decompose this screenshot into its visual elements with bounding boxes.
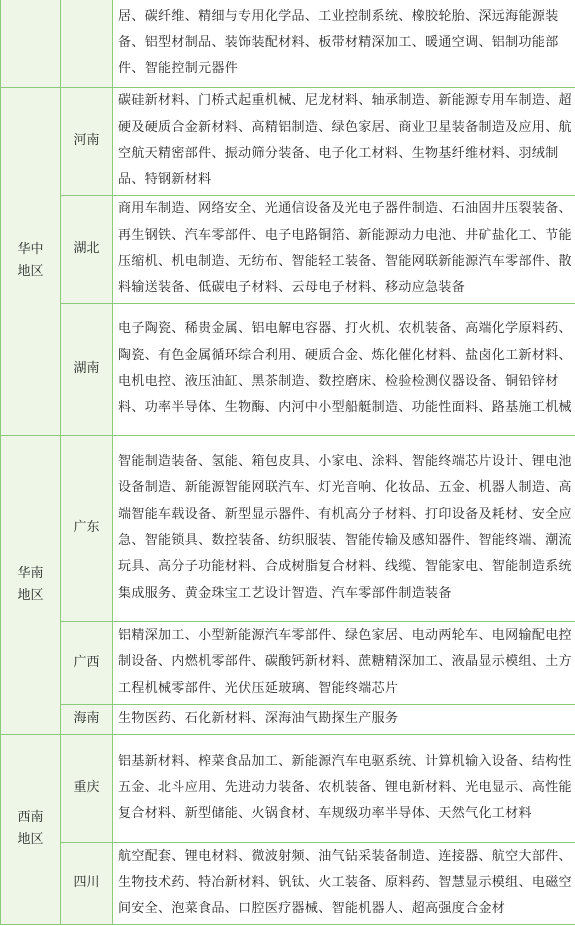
province-cell-chongqing: 重庆 xyxy=(61,734,113,842)
industries-cell: 碳硅新材料、门桥式起重机械、尼龙材料、轴承制造、新能源专用车制造、超硬及硬质合金新材料、高精铝制造、绿色家居、商业卫星装备制造及应用、航空航天精密部件、振动筛分装备、电子化工材料、生物基纤维材料、羽绒制品、特钢新材料 xyxy=(113,87,575,195)
table-row xyxy=(1,734,575,842)
table-row xyxy=(1,842,575,924)
table-row xyxy=(1,435,575,621)
table-row xyxy=(1,303,575,435)
table-row xyxy=(1,704,575,734)
table-row xyxy=(1,195,575,303)
province-cell-hubei: 湖北 xyxy=(61,195,113,303)
industries-cell: 铝精深加工、小型新能源汽车零部件、绿色家居、电动两轮车、电网输配电控制设备、内燃机零部件、碳酸钙新材料、蔗糖精深加工、液晶显示模组、土方工程机械零部件、光伏压延玻璃、智能终端芯片 xyxy=(113,621,575,704)
industries-cell: 商用车制造、网络安全、光通信设备及光电子器件制造、石油固井压裂装备、再生钢铁、汽车零部件、电子电路铜箔、新能源动力电池、井矿盐化工、节能压缩机、机电制造、无纺布、智能轻工装备、智能网联新能源汽车零部件、散料输送装备、低碳电子材料、云母电子材料、移动应急装备 xyxy=(113,195,575,303)
industries-cell: 航空配套、锂电材料、微波射频、油气钻采装备制造、连接器、航空大部件、生物技术药、特冶新材料、钒钛、火工装备、原料药、智慧显示模组、电磁空间安全、泡菜食品、口腔医疗器械、智能机器人、超高强度合金材 xyxy=(113,842,575,924)
table-row xyxy=(1,621,575,704)
province-cell-continued xyxy=(61,0,113,87)
industries-cell: 生物医药、石化新材料、深海油气勘探生产服务 xyxy=(113,704,575,734)
region-cell-southwest: 西南地区 xyxy=(1,734,61,924)
province-cell-hainan: 海南 xyxy=(61,704,113,734)
industries-cell: 居、碳纤维、精细与专用化学品、工业控制系统、橡胶轮胎、深远海能源装备、铝型材制品、装饰装配材料、板带材精深加工、暖通空调、铝制功能部件、智能控制元器件 xyxy=(113,0,575,87)
table-row xyxy=(1,0,575,87)
province-cell-guangdong: 广东 xyxy=(61,435,113,621)
province-cell-henan: 河南 xyxy=(61,87,113,195)
province-cell-hunan: 湖南 xyxy=(61,303,113,435)
industries-cell: 电子陶瓷、稀贵金属、铝电解电容器、打火机、农机装备、高端化学原料药、陶瓷、有色金属循环综合利用、硬质合金、炼化催化材料、盐卤化工新材料、电机电控、液压油缸、黑茶制造、数控磨床、检验检测仪器设备、铜铅锌材料、功率半导体、生物酶、内河中小型船艇制造、功能性面料、路基施工机械 xyxy=(113,303,575,435)
industries-cell: 铝基新材料、榨菜食品加工、新能源汽车电驱系统、计算机输入设备、结构性五金、北斗应用、先进动力装备、农机装备、锂电新材料、光电显示、高性能复合材料、新型储能、火锅食材、车规级功率半导体、天然气化工材料 xyxy=(113,734,575,842)
region-cell-central: 华中地区 xyxy=(1,87,61,435)
industries-cell: 智能制造装备、氢能、箱包皮具、小家电、涂料、智能终端芯片设计、锂电池设备制造、新能源智能网联汽车、灯光音响、化妆品、五金、机器人制造、高端智能车载设备、新型显示器件、有机高分子材料、打印设备及耗材、安全应急、智能锁具、数控装备、纺织服装、智能传输及感知器件、智能终端、潮流玩具、高分子功能材料、合成树脂复合材料、线缆、智能家电、智能制造系统集成服务、黄金珠宝工艺设计智造、汽车零部件制造装备 xyxy=(113,435,575,621)
region-cell-continued xyxy=(1,0,61,87)
province-cell-guangxi: 广西 xyxy=(61,621,113,704)
table-row xyxy=(1,87,575,195)
province-cell-sichuan: 四川 xyxy=(61,842,113,924)
region-cell-south: 华南地区 xyxy=(1,435,61,734)
